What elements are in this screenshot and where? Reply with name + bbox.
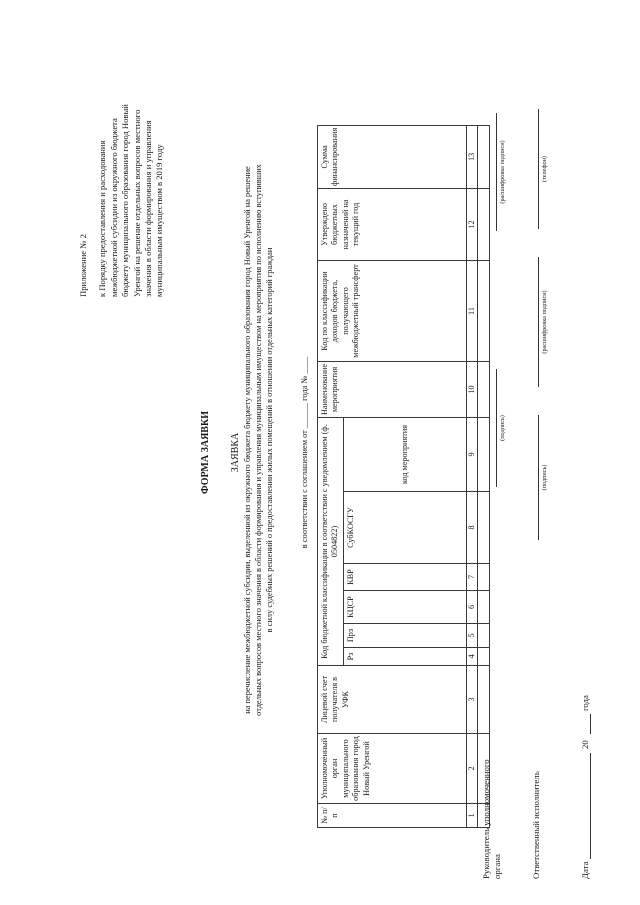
empty-cell: [478, 125, 490, 188]
header-event-code: код мероприятия: [343, 418, 466, 492]
executor-label: Ответственный исполнитель: [531, 771, 541, 879]
header-approved: Утверждено бюджетных назначений на текущий год: [318, 188, 467, 260]
head-label-line: органа: [492, 854, 502, 879]
empty-cell: [478, 591, 490, 624]
column-number: 1: [466, 804, 477, 828]
form-title: ФОРМА ЗАЯВКИ: [200, 411, 211, 494]
empty-cell: [478, 260, 490, 361]
column-number: 7: [466, 564, 477, 591]
header-prz: Прз: [343, 624, 466, 648]
appendix-title: Приложение № 2: [78, 234, 88, 297]
column-number: 4: [466, 648, 477, 666]
head-signature-line: [496, 369, 497, 487]
empty-cell: [478, 624, 490, 648]
date-year-prefix: 20: [580, 740, 590, 749]
request-subject: [242, 35, 275, 845]
empty-table-row: [478, 125, 490, 827]
header-sum: Сумма финансирования: [318, 125, 467, 188]
header-num: № п/п: [318, 804, 467, 828]
appendix-line: муниципальным имуществом в 2019 году: [154, 144, 165, 297]
date-year-suffix: года: [580, 695, 590, 711]
header-event-name: Наименование мероприятия: [318, 361, 467, 417]
head-label-line: Руководитель уполномоченного: [481, 759, 491, 879]
column-number: 8: [466, 492, 477, 564]
empty-cell: [478, 188, 490, 260]
empty-cell: [478, 361, 490, 417]
executor-signature-line: [538, 415, 539, 540]
head-signature-caption: (подпись): [499, 415, 506, 441]
appendix-line: межбюджетной субсидии из окружного бюджета: [108, 118, 119, 297]
column-number: 10: [466, 361, 477, 417]
document-title: ЗАЯВКА: [230, 432, 241, 473]
empty-cell: [478, 418, 490, 492]
date-day-month-line: [590, 753, 591, 859]
column-number: 13: [466, 125, 477, 188]
executor-decoding-caption: (расшифровка подписи): [541, 290, 548, 354]
executor-phone-caption: (телефон): [541, 156, 548, 182]
executor-phone-line: [538, 109, 539, 229]
executor-signature-caption: (подпись): [541, 464, 548, 491]
agreement-reference: в соответствии с соглашением от ______ года № ____: [300, 356, 309, 549]
subject-line: в силу судебных решений о предоставлении жилых помещений в отношении отдельных категорий граждан: [265, 247, 274, 633]
appendix-line: значения в области формирования и управления: [143, 120, 154, 297]
head-label: [481, 759, 503, 879]
column-number-row: [466, 125, 477, 827]
column-number: 11: [466, 260, 477, 361]
rotated-document-page: [20, 20, 620, 885]
header-kcsr: КЦСР: [343, 591, 466, 624]
date-label: Дата: [580, 861, 590, 879]
empty-cell: [478, 492, 490, 564]
head-decoding-caption: (расшифровка подписи): [499, 140, 506, 204]
request-table: [317, 125, 490, 828]
column-number: 12: [466, 188, 477, 260]
empty-cell: [478, 564, 490, 591]
executor-decoding-line: [538, 257, 539, 387]
header-account: Лицевой счет получателя в УФК: [318, 666, 467, 734]
empty-cell: [478, 648, 490, 666]
head-decoding-line: [496, 113, 497, 231]
header-rz: Рз: [343, 648, 466, 666]
appendix-line: Уренгой на решение отдельных вопросов местного: [131, 109, 142, 297]
empty-cell: [478, 666, 490, 734]
header-kvr: КВР: [343, 564, 466, 591]
subject-line: на перечисление межбюджетной субсидии, выделенной из окружного бюджета бюджету муниципального образования город Новый Уренгой на решение: [243, 166, 252, 714]
column-number: 3: [466, 666, 477, 734]
header-income-code: Код по классификации доходов бюджета, получающего межбюджетный трансферт: [318, 260, 467, 361]
column-number: 9: [466, 418, 477, 492]
date-year-line: [590, 714, 591, 734]
column-number: 5: [466, 624, 477, 648]
appendix-line: к Порядку предоставления и расходования: [97, 140, 108, 297]
column-number: 6: [466, 591, 477, 624]
header-organ: Уполномоченный орган муниципального образования город Новый Уренгой: [318, 734, 467, 804]
column-number: 2: [466, 734, 477, 804]
header-kosgu: СубКОСГУ: [343, 492, 466, 564]
subject-line: отдельных вопросов местного значения в области формирования и управления муниципальным имуществом на мероприятия по исполнению вступивших: [254, 164, 263, 716]
header-budget-code: Код бюджетной классификации в соответствии с уведомлением (ф. 0504822): [318, 418, 344, 666]
appendix-line: бюджету муниципального образования город Новый: [120, 104, 131, 297]
table-header-row: [318, 125, 344, 827]
appendix-note: [78, 35, 166, 297]
